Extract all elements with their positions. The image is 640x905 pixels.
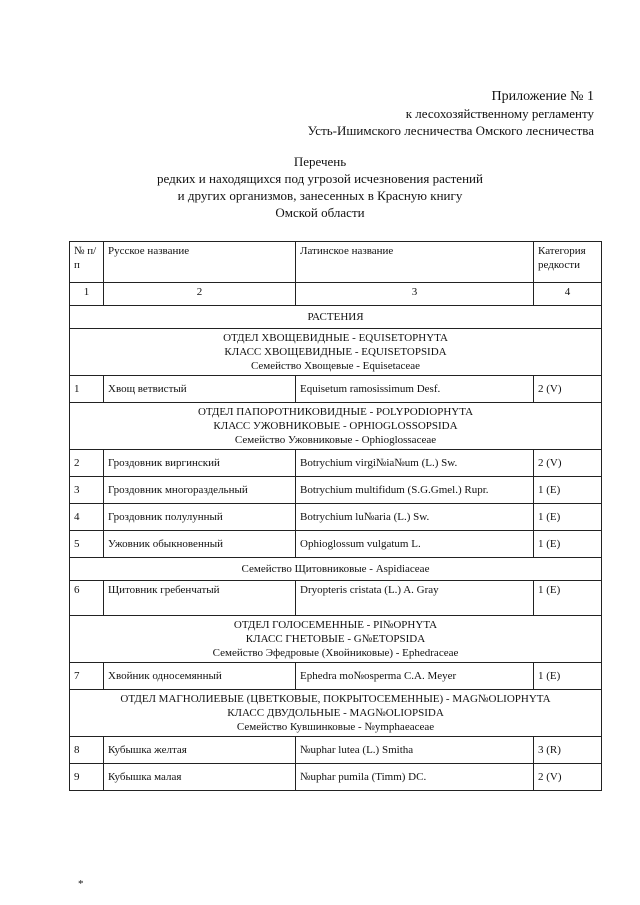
family-label: Семейство Кувшинковые - №ymphaeaceae	[236, 721, 435, 733]
rarity-category: 2 (V)	[534, 764, 602, 791]
table-row	[70, 477, 602, 504]
table-row	[70, 663, 602, 690]
group-row	[70, 616, 602, 663]
rarity-category: 1 (E)	[534, 663, 602, 690]
family-label: Семейство Хвощевые - Equisetaceae	[250, 360, 421, 372]
division-label: ОТДЕЛ ХВОЩЕВИДНЫЕ - EQUISETOPHYTA	[223, 332, 448, 344]
group-row	[70, 690, 602, 737]
species-table	[69, 241, 602, 791]
latin-name: Ephedra mo№osperma C.A. Meyer	[296, 663, 534, 690]
group-row	[70, 329, 602, 376]
appendix-reference: к лесохозяйственному регламенту	[405, 106, 594, 121]
russian-name: Гроздовник многораздельный	[104, 477, 296, 504]
rarity-category: 1 (E)	[534, 531, 602, 558]
row-number: 6	[70, 581, 104, 616]
row-number: 3	[70, 477, 104, 504]
column-index: 3	[296, 283, 534, 306]
latin-name: Dryopteris cristata (L.) A. Gray	[296, 581, 534, 616]
russian-name: Хвощ ветвистый	[104, 376, 296, 403]
title-line-3: и других организмов, занесенных в Красную книгу	[177, 188, 463, 203]
table-row	[70, 764, 602, 791]
row-number: 5	[70, 531, 104, 558]
table-row	[70, 504, 602, 531]
family-aspidiaceae: Семейство Щитовниковые - Aspidiaceae	[70, 558, 602, 581]
row-number: 4	[70, 504, 104, 531]
group-equisetophyta	[70, 329, 602, 376]
title-line-4: Омской области	[275, 205, 365, 220]
class-label: КЛАСС ДВУДОЛЬНЫЕ - MAG№OLIOPSIDA	[227, 707, 444, 719]
latin-name: №uphar lutea (L.) Smitha	[296, 737, 534, 764]
russian-name: Кубышка желтая	[104, 737, 296, 764]
rarity-category: 1 (E)	[534, 477, 602, 504]
rarity-category: 1 (E)	[534, 581, 602, 616]
division-label: ОТДЕЛ МАГНОЛИЕВЫЕ (ЦВЕТКОВЫЕ, ПОКРЫТОСЕМЕННЫЕ) - MAG№OLIOPHYTA	[120, 693, 551, 705]
row-number: 8	[70, 737, 104, 764]
group-magnoliophyta	[70, 690, 602, 737]
latin-name: №uphar pumila (Timm) DC.	[296, 764, 534, 791]
russian-name: Кубышка малая	[104, 764, 296, 791]
table-row	[70, 737, 602, 764]
russian-name: Ужовник обыкновенный	[104, 531, 296, 558]
russian-name: Хвойник односемянный	[104, 663, 296, 690]
table-row	[70, 376, 602, 403]
header-category: Категория редкости	[534, 242, 602, 283]
division-label: ОТДЕЛ ГОЛОСЕМЕННЫЕ - PI№OPHYTA	[233, 619, 438, 631]
section-row	[70, 306, 602, 329]
title-line-1: Перечень	[293, 154, 347, 169]
latin-name: Botrychium lu№aria (L.) Sw.	[296, 504, 534, 531]
column-index: 2	[104, 283, 296, 306]
header-number: № п/п	[70, 242, 104, 283]
column-index: 1	[70, 283, 104, 306]
row-number: 2	[70, 450, 104, 477]
table-row	[70, 450, 602, 477]
table-row	[70, 581, 602, 616]
rarity-category: 2 (V)	[534, 450, 602, 477]
class-label: КЛАСС ГНЕТОВЫЕ - G№ETOPSIDA	[245, 633, 426, 645]
table-header-row	[70, 242, 602, 283]
appendix-header	[308, 88, 594, 139]
column-index: 4	[534, 283, 602, 306]
russian-name: Гроздовник виргинский	[104, 450, 296, 477]
document-title	[0, 153, 640, 221]
class-label: КЛАСС УЖОВНИКОВЫЕ - OPHIOGLOSSOPSIDA	[213, 420, 458, 432]
rarity-category: 2 (V)	[534, 376, 602, 403]
family-label: Семейство Эфедровые (Хвойниковые) - Ephedraceae	[212, 647, 459, 659]
rarity-category: 1 (E)	[534, 504, 602, 531]
appendix-forestry: Усть-Ишимского лесничества Омского лесничества	[307, 123, 594, 138]
division-label: ОТДЕЛ ПАПОРОТНИКОВИДНЫЕ - POLYPODIOPHYTA	[197, 406, 474, 418]
latin-name: Botrychium multifidum (S.G.Gmel.) Rupr.	[296, 477, 534, 504]
appendix-number: Приложение № 1	[491, 89, 594, 104]
russian-name: Щитовник гребенчатый	[104, 581, 296, 616]
column-index-row	[70, 283, 602, 306]
section-plants: РАСТЕНИЯ	[70, 306, 602, 329]
table-row	[70, 531, 602, 558]
title-line-2: редких и находящихся под угрозой исчезновения растений	[157, 171, 483, 186]
row-number: 1	[70, 376, 104, 403]
group-pinophyta	[70, 616, 602, 663]
group-row	[70, 403, 602, 450]
row-number: 9	[70, 764, 104, 791]
footnote-mark: *	[78, 878, 84, 890]
family-label: Семейство Ужовниковые - Ophioglossaceae	[234, 434, 437, 446]
header-latin-name: Латинское название	[296, 242, 534, 283]
family-row	[70, 558, 602, 581]
russian-name: Гроздовник полулунный	[104, 504, 296, 531]
group-polypodiophyta	[70, 403, 602, 450]
latin-name: Equisetum ramosissimum Desf.	[296, 376, 534, 403]
latin-name: Ophioglossum vulgatum L.	[296, 531, 534, 558]
class-label: КЛАСС ХВОЩЕВИДНЫЕ - EQUISETOPSIDA	[224, 346, 447, 358]
header-russian-name: Русское название	[104, 242, 296, 283]
row-number: 7	[70, 663, 104, 690]
rarity-category: 3 (R)	[534, 737, 602, 764]
latin-name: Botrychium virgi№ia№um (L.) Sw.	[296, 450, 534, 477]
